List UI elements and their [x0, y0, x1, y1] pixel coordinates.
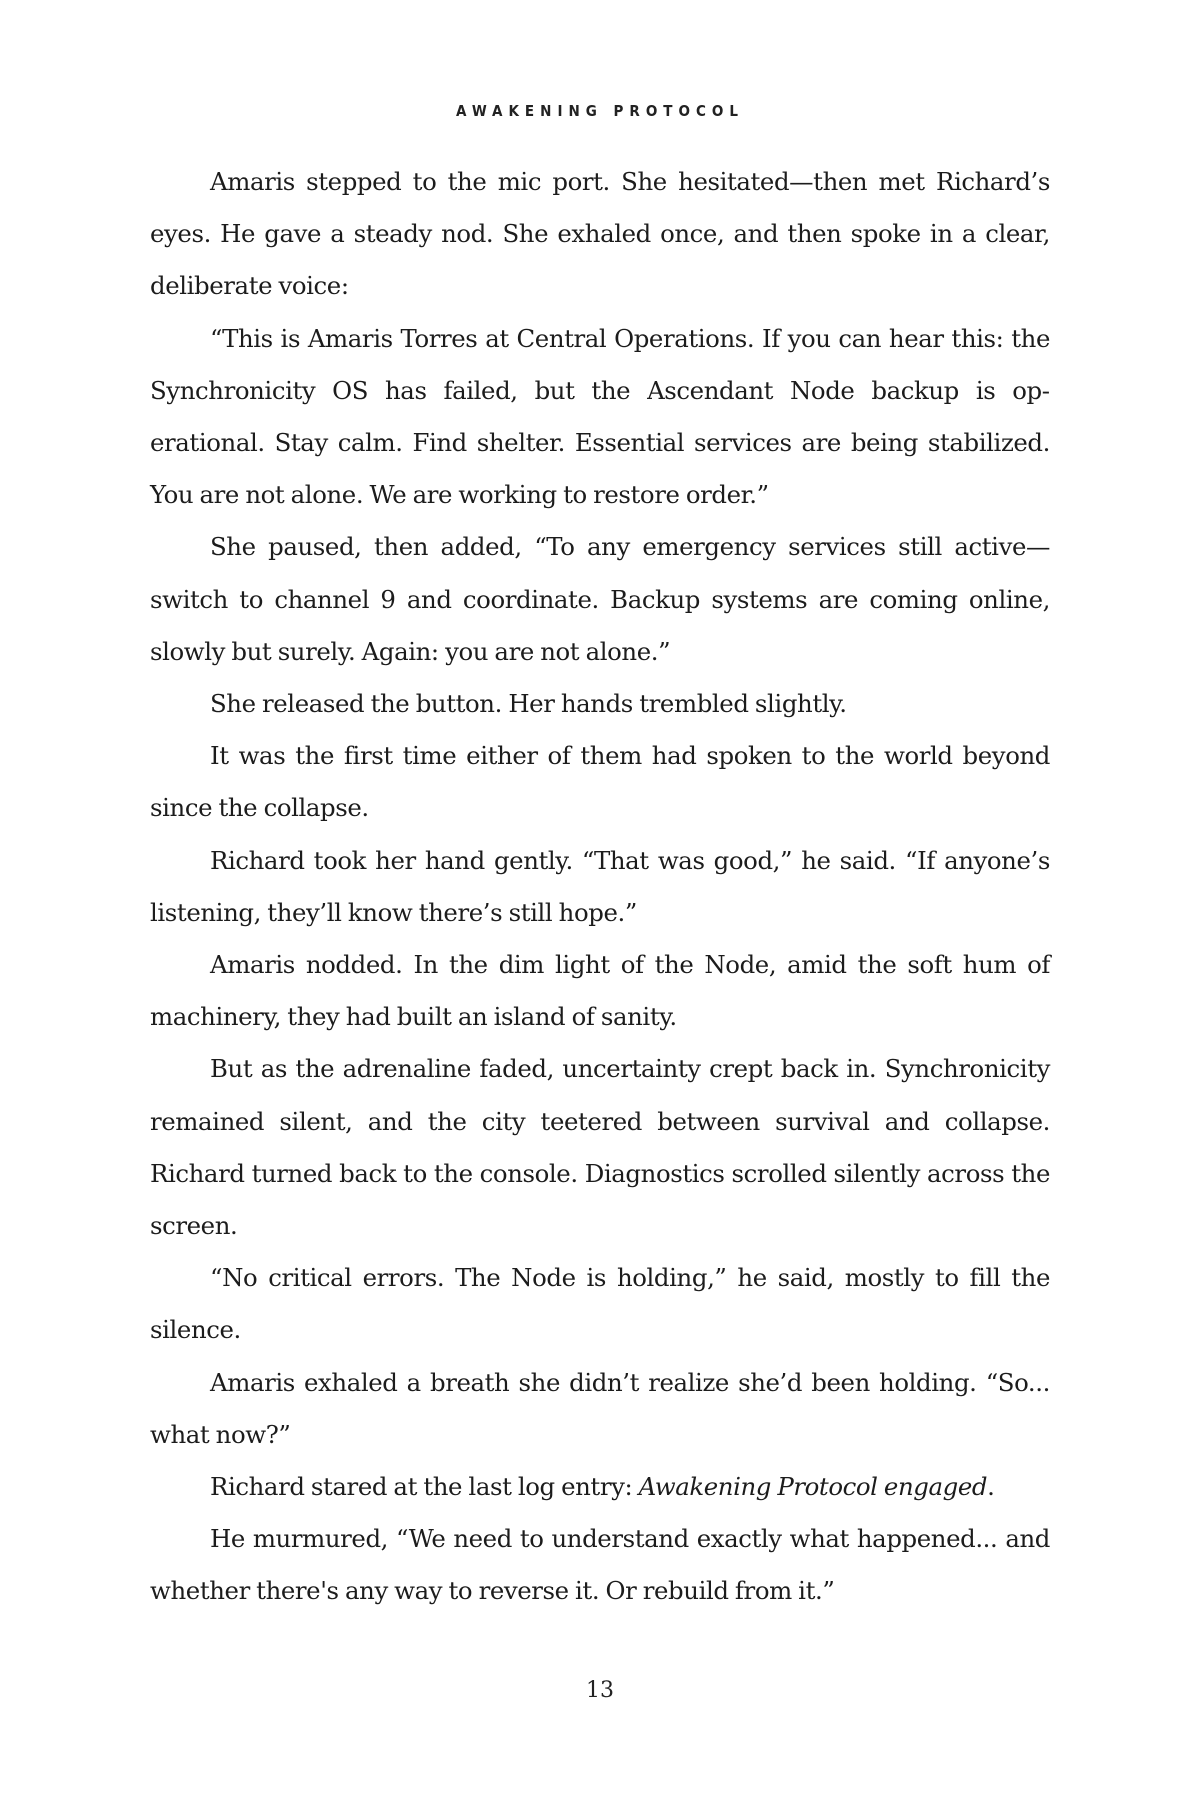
- log-entry-lead: Richard stared at the last log entry:: [210, 1472, 639, 1502]
- log-entry-tail: .: [987, 1472, 995, 1502]
- log-entry-emphasis: Awakening Protocol engaged: [638, 1472, 988, 1502]
- paragraph: He murmured, “We need to understand exactly what happened... and whether there's any way to reverse it. Or rebuild from it.”: [150, 1524, 1050, 1606]
- log-entry-paragraph: [150, 1461, 1050, 1513]
- paragraph: Amaris exhaled a breath she didn’t realize she’d been holding. “So... what now?”: [150, 1367, 1050, 1449]
- paragraph: Amaris nodded. In the dim light of the Node, amid the soft hum of machinery, they had built an island of sanity.: [150, 950, 1050, 1032]
- paragraph: It was the first time either of them had spoken to the world beyond since the collapse.: [150, 741, 1050, 823]
- paragraph: “This is Amaris Torres at Central Operations. If you can hear this: the Synchronicity OS has failed, but the Ascendant Node backup is operational. Stay calm. Find shelter. Essential services are being stabilized. You are not alone. We are working to restore order.”: [150, 323, 1050, 510]
- paragraph: “No critical errors. The Node is holding,” he said, mostly to fill the silence.: [150, 1263, 1050, 1345]
- paragraph: Amaris stepped to the mic port. She hesitated—then met Richard’s eyes. He gave a steady nod. She exhaled once, and then spoke in a clear, deliberate voice:: [150, 167, 1050, 301]
- paragraph: She paused, then added, “To any emergency services still active— switch to channel 9 and coordinate. Backup systems are coming online, slowly but surely. Again: you are not alone.”: [150, 532, 1050, 666]
- paragraph: Richard took her hand gently. “That was good,” he said. “If anyone’s listening, they’ll know there’s still hope.”: [150, 845, 1050, 927]
- body-text: [150, 156, 1050, 1618]
- running-head-title: AWAKENING PROTOCOL: [456, 102, 744, 120]
- page-number: 13: [586, 1678, 614, 1703]
- paragraph: She released the button. Her hands trembled slightly.: [210, 689, 847, 719]
- paragraph: But as the adrenaline faded, uncertainty crept back in. Synchronicity remained silent, and the city teetered between survival and collapse. Richard turned back to the console. Diagnostics scrolled silently across the screen.: [150, 1054, 1050, 1241]
